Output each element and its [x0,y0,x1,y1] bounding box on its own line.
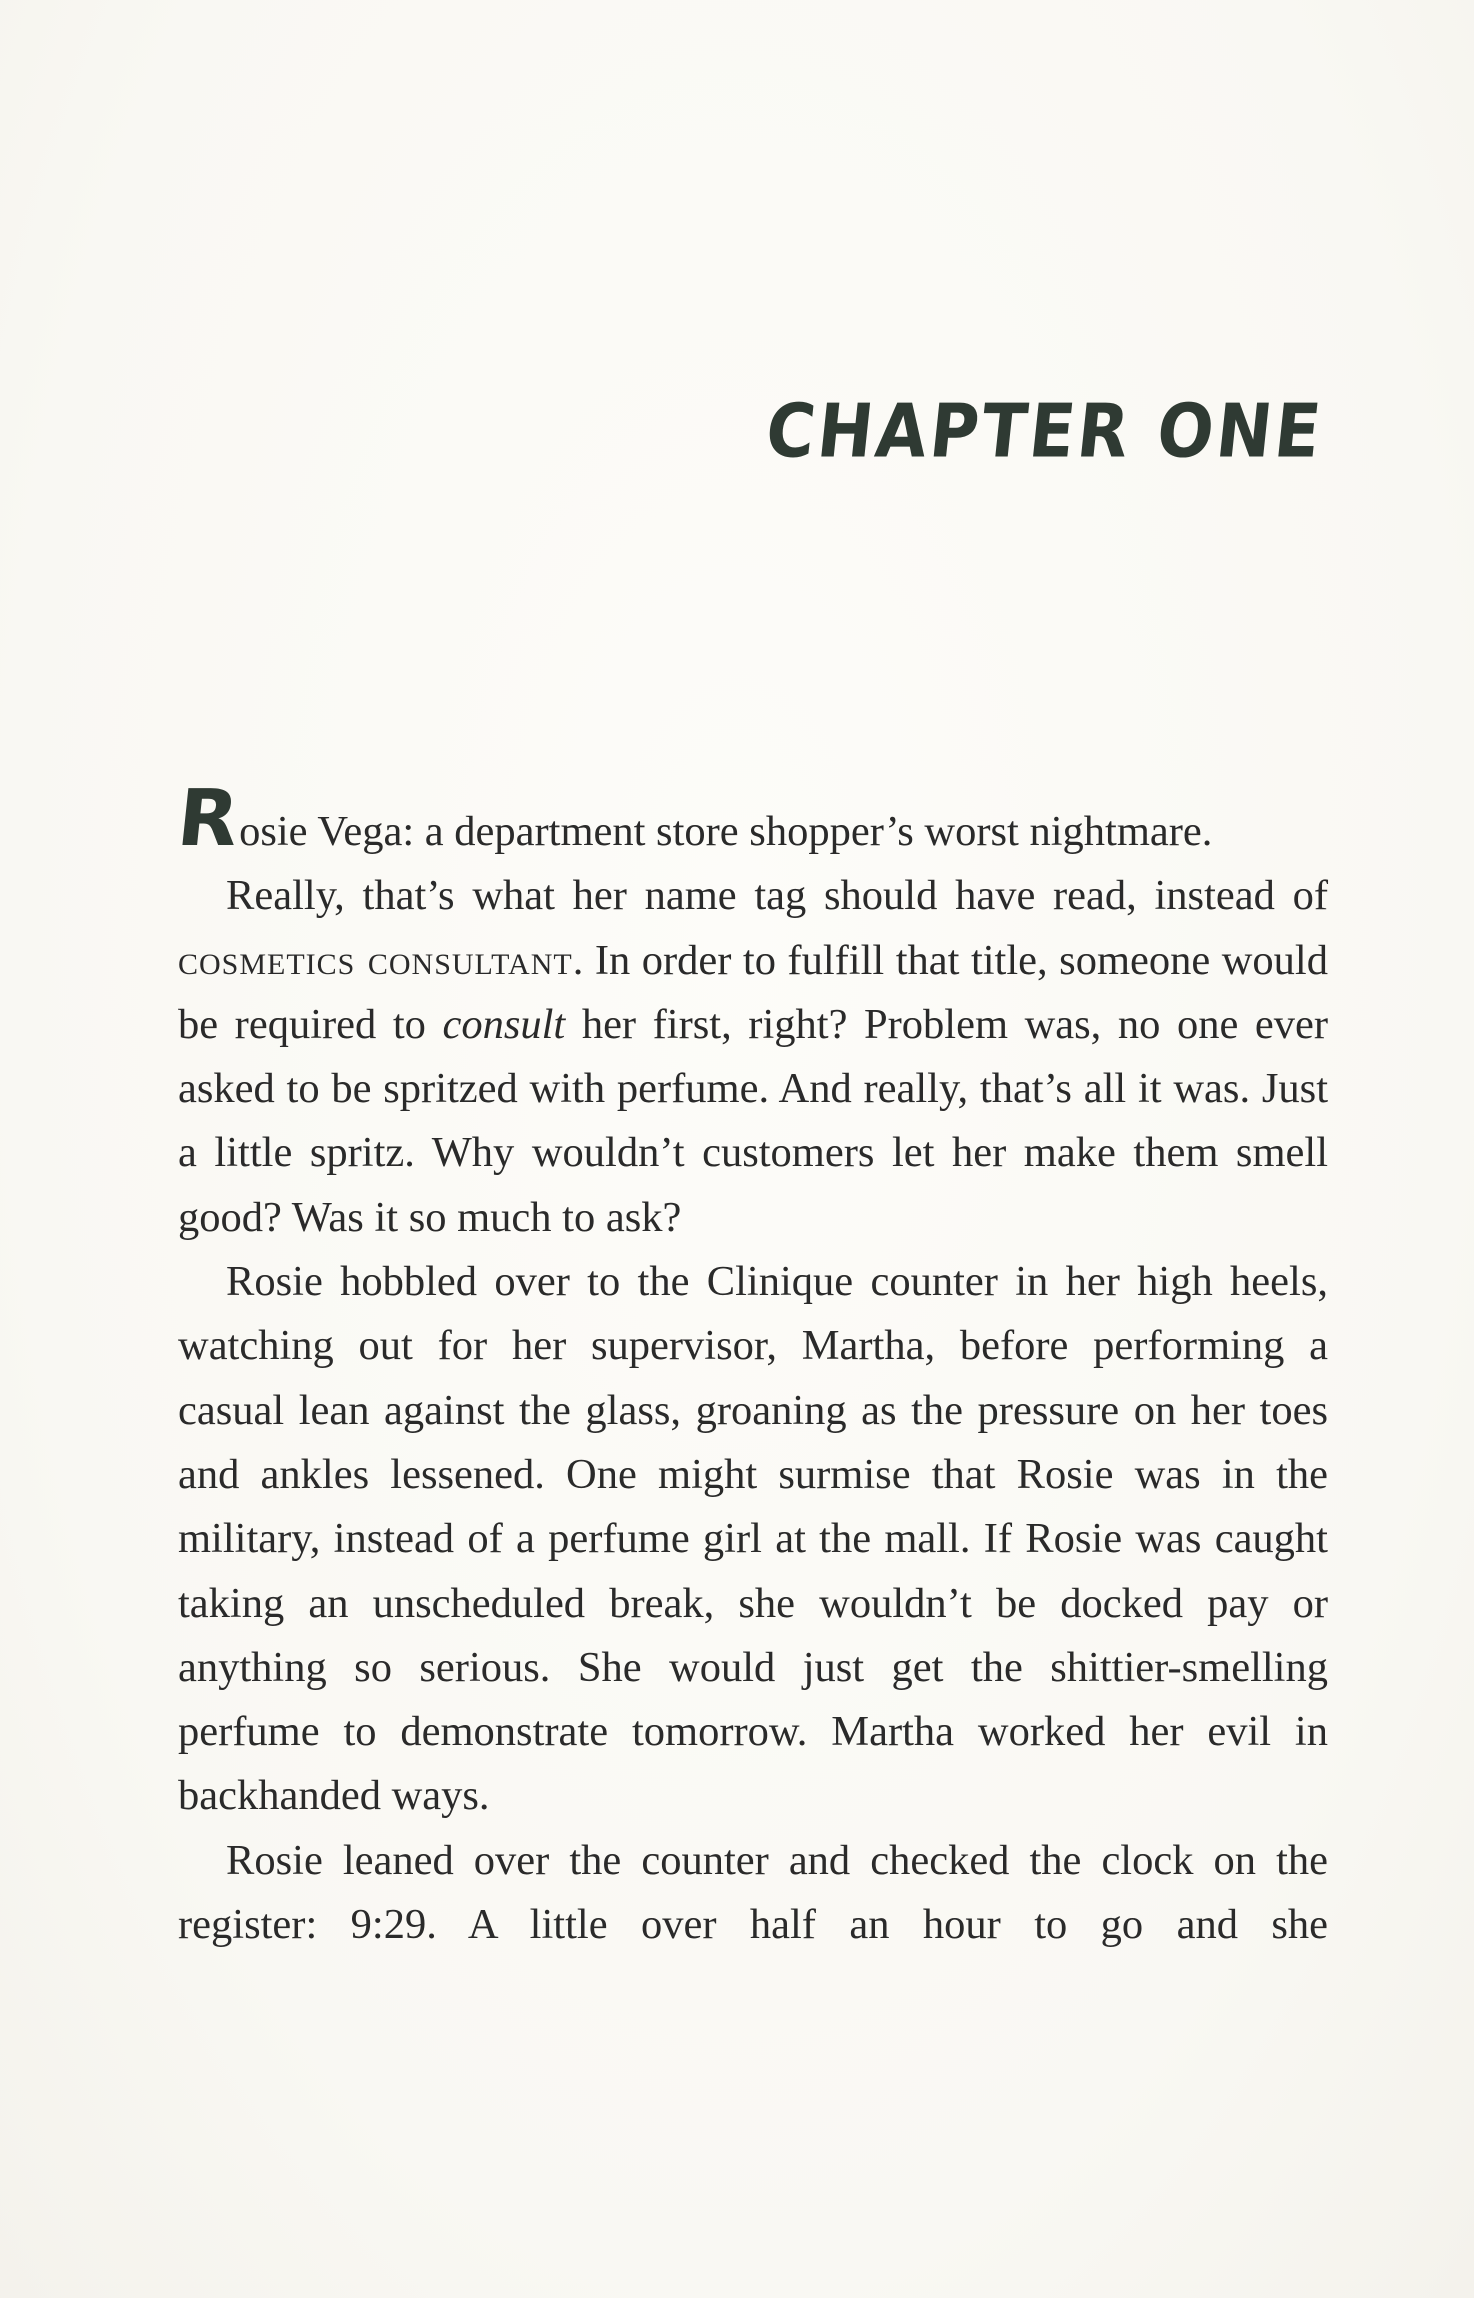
paragraph-4: Rosie leaned over the counter and checked the clock on the register: 9:29. A little over half an hour to go and she [178,1836,1328,1949]
paragraph-2-text-b: . In order to fulfill that title, someone would be required to [178,936,1328,1048]
body-text [173,774,1329,1957]
paragraph-2-text-a: Really, that’s what her name tag should have read, instead of [226,872,1328,920]
chapter-title: CHAPTER ONE [761,388,1327,475]
paragraph-1: Rosie Vega: a department store shopper’s worst nightmare. [173,774,1213,864]
paragraph-1-text: osie Vega: a department store shopper’s worst nightmare. [239,808,1213,855]
paragraph-3: Rosie hobbled over to the Clinique counter in her high heels, watching out for her supervisor, Martha, before performing a casual lean against the glass, groaning as the pressure on her toes and ankles lessened. One might surmise that Rosie was in the military, instead of a perfume girl at the mall. If Rosie was caught taking an unscheduled break, she wouldn’t be docked pay or anything so serious. She would just get the shittier-smelling perfume to demonstrate tomorrow. Martha worked her evil in backhanded ways. [178,1258,1328,1820]
emphasis-consult: consult [442,1000,566,1048]
paragraph-2-text-c: her first, right? Problem was, no one ever asked to be spritzed with perfume. And really, that’s all it was. Just a little spritz. Why wouldn’t customers let her make them smell good? Was it so much to ask? [178,1000,1329,1241]
name-tag-title: cosmetics consultant [178,936,573,984]
paragraph-2 [178,864,1328,1250]
